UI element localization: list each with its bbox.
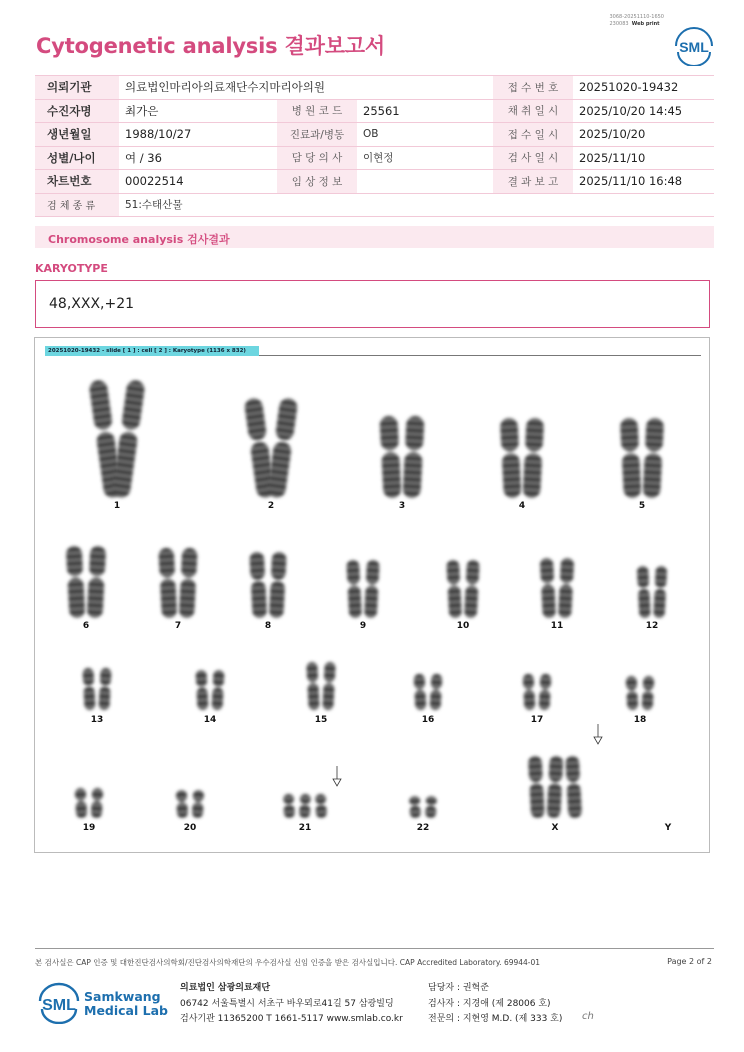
image-caption: 20251020-19432 - slide [ 1 ] : cell [ 2 ] : Karyotype (1136 x 832) [45,346,259,356]
dept-label: 진료과/병동 [277,123,357,147]
chromosome [75,788,88,819]
page-number: Page 2 of 2 [667,957,712,966]
chromosome-pair-21 [283,794,327,819]
chromosome-pair-4 [500,418,544,499]
web-print-label: Web print [631,21,660,27]
accreditation-note: 본 검사실은 CAP 인증 및 대한진단검사의학회/진단검사의학재단의 우수검사실 신임 인증을 받은 검사실입니다. CAP Accredited Laboratory. 69944-01 [35,958,541,967]
chromosome-label: 17 [530,715,544,725]
chromosome-label: 18 [633,715,647,725]
document-code [609,14,664,28]
requesting-org-label: 의뢰기관 [35,76,119,100]
chromosome-label: 11 [550,621,564,631]
tested-value: 2025/11/10 [573,146,714,170]
org-name: 의료법인 삼광의료재단 [180,983,271,993]
arrow-down-icon [333,766,341,786]
chromosome-label: 7 [174,621,182,631]
chromosome-label: 5 [638,501,646,511]
chromosome [626,676,639,711]
chromosome-label: 19 [82,823,96,833]
chromosome-label: 8 [264,621,272,631]
chromosome-pair-17 [523,674,552,711]
dept-value: OB [357,123,493,147]
chromosome-label: 16 [421,715,435,725]
karyotype-image [34,337,710,853]
chromosome [211,670,224,711]
chromosome [192,790,204,819]
chromosome-pair-2 [244,397,299,499]
table-row [35,99,714,123]
karyogram-svg [35,338,711,854]
chromosome [540,558,556,619]
chromosome-label: 14 [203,715,217,725]
hospital-code-value: 25561 [357,99,493,123]
chromosome [346,560,362,619]
table-row [35,123,714,147]
sml-logo-text: SML [679,39,709,55]
chromosome [642,676,655,711]
karyotype-value: 48,XXX,+21 [49,296,135,312]
company-name-line2: Medical Lab [84,1003,168,1018]
chromosome-pair-15 [306,662,335,711]
chromosome [522,418,544,499]
dob-label: 생년월일 [35,123,119,147]
received-value: 2025/10/20 [573,123,714,147]
chromosome [528,756,545,819]
chromosome [464,560,480,619]
chromosome-pair-10 [446,560,480,619]
received-label: 접 수 일 시 [493,123,573,147]
chromosome [111,379,145,498]
specimen-value: 51:수태산물 [119,193,714,217]
chromosome-pair-8 [249,552,286,619]
patient-info-table [35,75,714,217]
sml-footer-logo-text: SML [42,997,76,1014]
result-section-header [35,226,714,248]
chromosome-pair-X [528,756,582,819]
chromosome-pair-18 [626,676,655,711]
chart-no-value: 00022514 [119,170,277,194]
doc-code-line2: 230083 [609,21,629,27]
chromosome [176,790,188,819]
chromosome-pair-22 [409,796,437,819]
table-row [35,170,714,194]
footer-divider [35,948,714,949]
chromosome-label: 15 [314,715,328,725]
chromosome [402,416,424,499]
chromosome [195,670,208,711]
chromosome [91,788,104,819]
chromosome [500,418,522,499]
chromosome [267,397,299,499]
chromosome [430,674,443,711]
chromosome [547,756,564,819]
clinical-info-label: 임 상 정 보 [277,170,357,194]
doctor-label: 담 당 의 사 [277,146,357,170]
chromosome [642,418,664,499]
chromosome [409,796,421,819]
staff-tester: 검사자 : 지경애 (제 28006 호) [428,998,551,1009]
chart-no-label: 차트번호 [35,170,119,194]
chromosome [82,668,95,711]
chromosome [558,558,574,619]
chromosome [539,674,552,711]
reception-no-value: 20251020-19432 [573,76,714,100]
table-row [35,193,714,217]
chromosome [637,566,651,619]
specimen-label: 검 체 종 류 [35,193,119,217]
chromosome [249,552,267,619]
sml-logo-icon [672,26,716,66]
sex-age-label: 성별/나이 [35,146,119,170]
chromosome-pair-13 [82,668,111,711]
chromosome-pair-16 [414,674,443,711]
chromosome-pair-5 [620,418,664,499]
chromosome [98,668,111,711]
chromosome-pair-14 [195,670,224,711]
chromosome [179,548,198,619]
chromosome [158,548,177,619]
chromosome [306,662,319,711]
karyotype-label: KARYOTYPE [35,262,108,275]
chromosome-pair-12 [637,566,668,619]
result-section-title: Chromosome analysis 검사결과 [48,233,230,246]
collected-value: 2025/10/20 14:45 [573,99,714,123]
chromosome-pair-3 [379,416,424,499]
patient-name-value: 최가은 [119,99,277,123]
chromosome [269,552,287,619]
chromosome-pair-6 [66,546,106,619]
patient-name-label: 수진자명 [35,99,119,123]
sml-footer-logo-icon [36,982,82,1024]
table-row [35,146,714,170]
chromosome-label: 6 [82,621,90,631]
reported-label: 결 과 보 고 [493,170,573,194]
chromosome [322,662,335,711]
chromosome-label: 10 [456,621,470,631]
chromosome-label: 3 [398,501,406,511]
chromosome [414,674,427,711]
chromosome-pair-19 [75,788,104,819]
signature: ch [582,1011,594,1022]
doc-code-line1: 3068-20251110-1650 [609,14,664,20]
chromosome-label: 4 [518,501,526,511]
sex-age-value: 여 / 36 [119,146,277,170]
chromosome-pair-1 [88,379,145,498]
staff-manager: 담당자 : 권혁준 [428,983,489,993]
company-name [84,990,168,1018]
chromosome-pair-11 [540,558,575,619]
requesting-org-value: 의료법인마리아의료재단수지마리아의원 [119,76,493,100]
chromosome [283,794,295,819]
chromosome [379,416,401,499]
chromosome-label: Y [664,823,672,833]
chromosome [446,560,462,619]
collected-label: 채 취 일 시 [493,99,573,123]
hospital-code-label: 병 원 코 드 [277,99,357,123]
tested-label: 검 사 일 시 [493,146,573,170]
table-row [35,76,714,100]
chromosome-label: 9 [359,621,367,631]
chromosome-label: 22 [416,823,430,833]
organization-info [180,981,403,1028]
org-contact: 검사기관 11365200 T 1661-5117 www.smlab.co.kr [180,1014,403,1024]
reported-value: 2025/11/10 16:48 [573,170,714,194]
org-address: 06742 서울특별시 서초구 바우뫼로41길 57 삼광빌딩 [180,998,394,1009]
arrow-down-icon [594,724,602,744]
chromosome-label: 13 [90,715,104,725]
chromosome [620,418,642,499]
chromosome-label: 2 [267,501,275,511]
reception-no-label: 접 수 번 호 [493,76,573,100]
clinical-info-value [357,170,493,194]
chromosome [66,546,86,619]
company-name-line1: Samkwang [84,989,161,1004]
chromosome [87,546,107,619]
doctor-value: 이현정 [357,146,493,170]
chromosome [299,794,311,819]
chromosome [523,674,536,711]
chromosome [565,756,582,819]
chromosome [653,566,667,619]
karyotype-result-box [35,280,710,328]
page-title: Cytogenetic analysis 결과보고서 [36,34,385,58]
chromosome-label: X [551,823,559,833]
chromosome-pair-9 [346,560,380,619]
staff-info [428,981,562,1028]
chromosome-label: 12 [645,621,659,631]
dob-value: 1988/10/27 [119,123,277,147]
chromosome-label: 21 [298,823,312,833]
chromosome-pair-20 [176,790,204,819]
chromosome-label: 20 [183,823,197,833]
staff-specialist: 전문의 : 지현영 M.D. (제 333 호) [428,1014,563,1024]
chromosome-pair-7 [158,548,197,619]
chromosome [364,560,380,619]
chromosome [425,796,437,819]
chromosome [315,794,327,819]
chromosome-label: 1 [113,501,121,511]
